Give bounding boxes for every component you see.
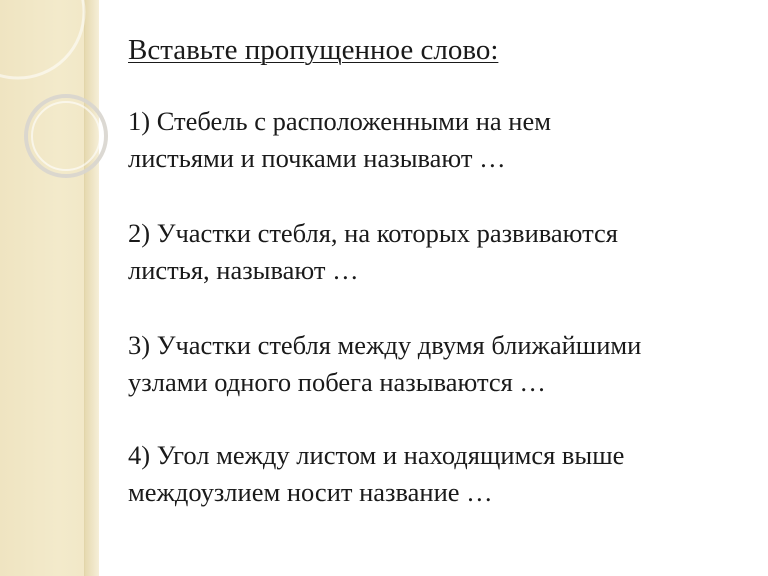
question-line: междоузлием носит название … — [128, 477, 493, 507]
decorative-rings — [0, 0, 120, 200]
question-line: 2) Участки стебля, на которых развиваются — [128, 218, 618, 248]
question-line: листьями и почками называют … — [128, 143, 506, 173]
decorative-ring-small — [26, 96, 106, 176]
question-item — [128, 327, 641, 401]
question-line: листья, называют … — [128, 255, 359, 285]
question-line: 1) Стебель с расположенными на нем — [128, 106, 552, 136]
decorative-ring-large — [0, 0, 84, 78]
question-item — [128, 437, 624, 511]
question-item — [128, 215, 618, 289]
question-line: 4) Угол между листом и находящимся выше — [128, 440, 625, 470]
slide-title: Вставьте пропущенное слово: — [128, 34, 499, 66]
question-item — [128, 103, 551, 177]
question-line: узлами одного побега называются … — [128, 367, 546, 397]
decorative-ring-inner — [32, 102, 100, 170]
question-line: 3) Участки стебля между двумя ближайшими — [128, 330, 642, 360]
